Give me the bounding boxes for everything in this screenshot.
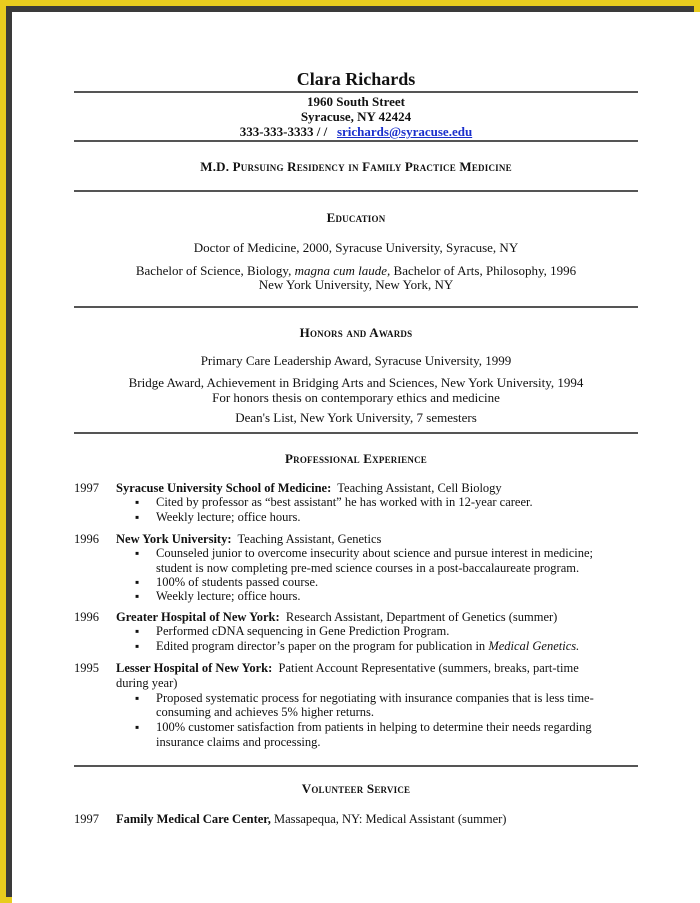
bullet-icon: ▪ <box>135 624 140 638</box>
honor-item: Primary Care Leadership Award, Syracuse University, 1999 <box>200 353 512 368</box>
job-bullet: Proposed systematic process for negotiating with insurance companies that is less time- <box>156 691 594 705</box>
bullet-icon: ▪ <box>135 720 140 734</box>
resume-content <box>12 12 700 903</box>
honor-item: Dean's List, New York University, 7 semesters <box>235 410 477 425</box>
education-bs-honor: magna cum laude, <box>294 263 391 278</box>
bullet-icon: ▪ <box>135 575 140 589</box>
job-role: Teaching Assistant, Genetics <box>231 532 382 546</box>
honors-divider <box>74 432 638 434</box>
phone-number: 333-333-3333 <box>239 124 314 139</box>
volunteer-heading: Volunteer Service <box>301 781 411 796</box>
job-role: Patient Account Representative (summers, breaks, part-time <box>272 661 579 675</box>
job-bullet-cont: student is now completing pre-med science courses in a post-baccalaureate program. <box>156 561 580 575</box>
job-bullet: Weekly lecture; office hours. <box>156 589 301 603</box>
bullet-icon: ▪ <box>135 510 140 524</box>
job-bullet: Counseled junior to overcome insecurity about science and pursue interest in medicine; <box>156 546 594 560</box>
job-year: 1997 <box>74 481 99 495</box>
job-role: Research Assistant, Department of Genetics (summer) <box>279 610 558 624</box>
job-bullet-cont: insurance claims and processing. <box>156 735 321 749</box>
bullet-icon: ▪ <box>135 546 140 560</box>
volunteer-detail: Massapequa, NY: Medical Assistant (summer) <box>270 812 507 826</box>
experience-heading: Professional Experience <box>285 451 427 466</box>
job-bullet <box>156 639 579 654</box>
volunteer-entry <box>116 812 506 827</box>
resume-page <box>12 12 700 903</box>
education-bs-degree: Bachelor of Science, Biology, <box>135 263 295 278</box>
contact-divider <box>74 140 638 142</box>
job-org: Lesser Hospital of New York: <box>116 661 273 675</box>
journal-title: Medical Genetics. <box>488 639 580 653</box>
job-bullet: 100% customer satisfaction from patients in helping to determine their needs regarding <box>156 720 592 734</box>
experience-divider <box>74 765 638 767</box>
education-school: New York University, New York, NY <box>258 277 454 292</box>
job-bullet-cont: consuming and achieves 5% higher returns. <box>156 705 374 719</box>
city-state-zip: Syracuse, NY 42424 <box>300 109 412 124</box>
education-ba-degree: Bachelor of Arts, Philosophy, 1996 <box>390 263 577 278</box>
email-link[interactable]: srichards@syracuse.edu <box>336 124 473 139</box>
job-year: 1996 <box>74 610 99 624</box>
job-org: New York University: <box>116 532 232 546</box>
bullet-icon: ▪ <box>135 639 140 653</box>
job-bullet: 100% of students passed course. <box>156 575 319 589</box>
education-heading: Education <box>326 210 386 225</box>
bullet-icon: ▪ <box>135 691 140 705</box>
job-title-line <box>116 481 502 496</box>
education-md: Doctor of Medicine, 2000, Syracuse University, Syracuse, NY <box>193 240 519 255</box>
header-divider <box>74 91 638 93</box>
bullet-icon: ▪ <box>135 495 140 509</box>
volunteer-org: Family Medical Care Center, <box>116 812 271 826</box>
job-year: 1996 <box>74 532 99 546</box>
job-title-line <box>116 661 579 676</box>
contact-line <box>12 124 700 140</box>
job-bullet-text: Edited program director’s paper on the program for publication in <box>156 639 489 653</box>
job-bullet: Weekly lecture; office hours. <box>156 510 301 524</box>
objective-divider <box>74 190 638 192</box>
street-address: 1960 South Street <box>307 94 405 109</box>
objective-title: M.D. Pursuing Residency in Family Practice Medicine <box>200 159 512 174</box>
honor-item-detail: For honors thesis on contemporary ethics and medicine <box>212 390 500 405</box>
job-role: Teaching Assistant, Cell Biology <box>331 481 502 495</box>
bullet-icon: ▪ <box>135 589 140 603</box>
candidate-name: Clara Richards <box>296 69 416 89</box>
job-title-line <box>116 532 381 547</box>
honor-item: Bridge Award, Achievement in Bridging Arts and Sciences, New York University, 1994 <box>128 375 584 390</box>
job-bullet: Performed cDNA sequencing in Gene Prediction Program. <box>156 624 450 638</box>
volunteer-year: 1997 <box>74 812 99 826</box>
honors-heading: Honors and Awards <box>299 325 413 340</box>
job-bullet: Cited by professor as “best assistant” he has worked with in 12-year career. <box>156 495 533 509</box>
job-year: 1995 <box>74 661 99 675</box>
contact-separator: / / <box>313 124 337 139</box>
job-role-cont: during year) <box>116 676 178 690</box>
job-org: Syracuse University School of Medicine: <box>116 481 332 495</box>
education-divider <box>74 306 638 308</box>
job-org: Greater Hospital of New York: <box>116 610 280 624</box>
job-title-line <box>116 610 557 625</box>
